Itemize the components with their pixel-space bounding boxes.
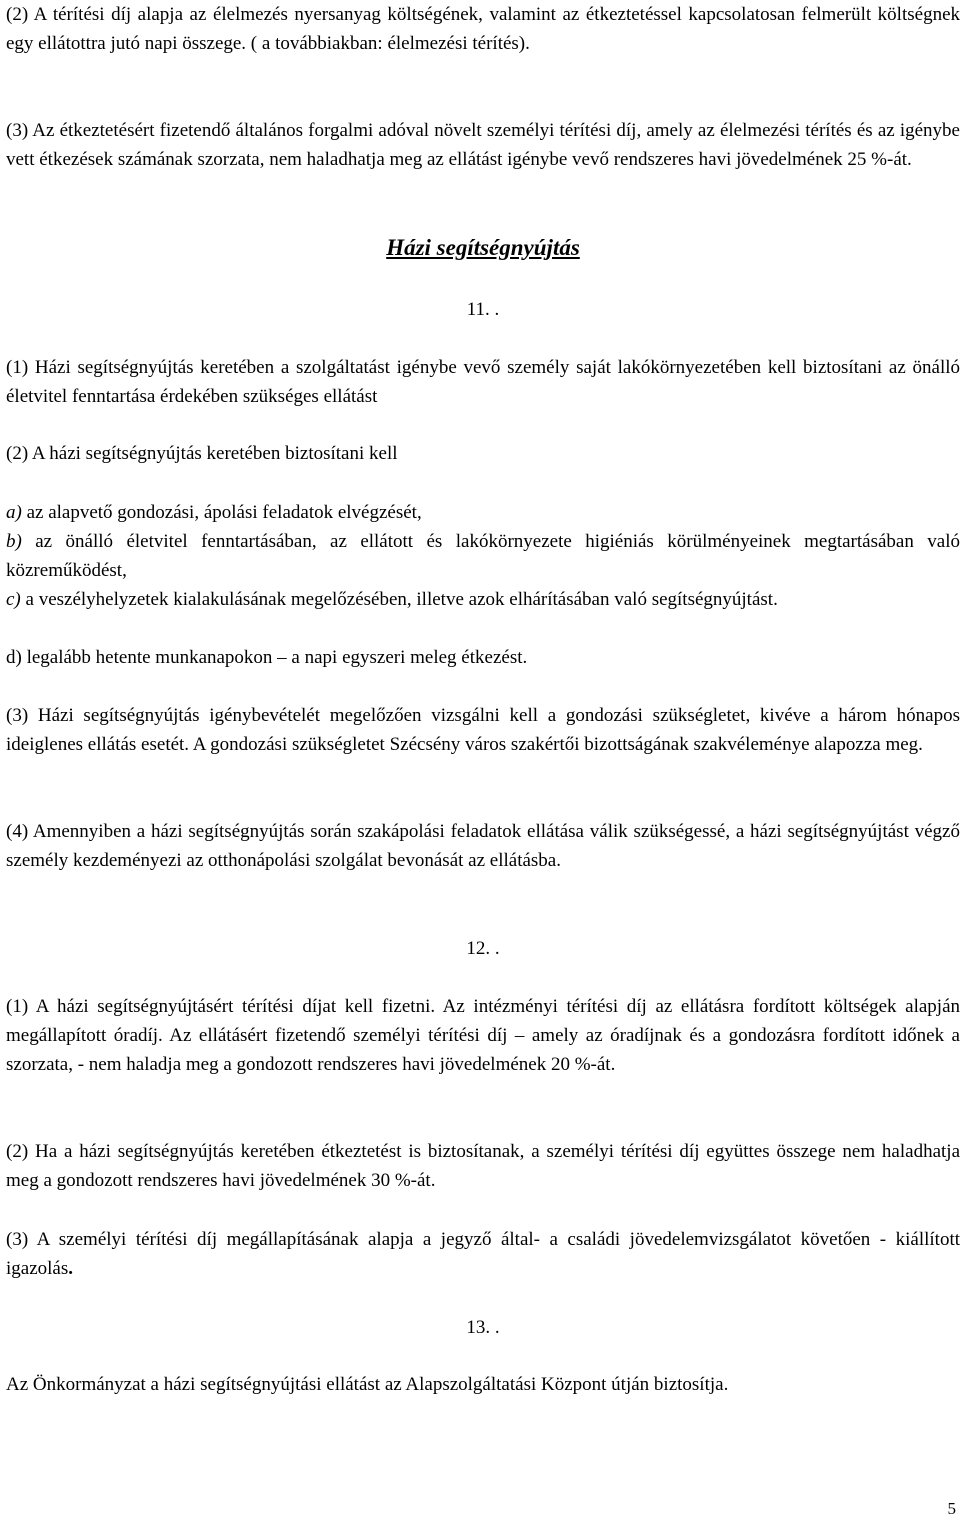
list-marker: a) xyxy=(6,502,22,523)
paragraph-11-1: (1) Házi segítségnyújtás keretében a szolgáltatást igénybe vevő személy saját lakókörnyezetében kell biztosítani az önálló életvitel fenntartása érdekében szükséges ellátást xyxy=(6,357,960,407)
list-item-a xyxy=(6,498,960,527)
paragraph-10-3: (3) Az étkeztetésért fizetendő általános forgalmi adóval növelt személyi térítési díj, amely az élelmezési térítés és az igénybe vett étkezések számának szorzata, nem haladhatja meg az ellátást igénybe vevő rendszeres havi jövedelmének 25 %-át. xyxy=(6,120,960,170)
list-text: az önálló életvitel fenntartásában, az ellátott és lakókörnyezete higiéniás körülményeinek megtartásában való közreműködést, xyxy=(6,531,960,581)
document-page xyxy=(6,0,960,1523)
list-text: az alapvető gondozási, ápolási feladatok elvégzését, xyxy=(21,502,422,523)
list-text: d) legalább hetente munkanapokon – a napi egyszeri meleg étkezést. xyxy=(6,647,528,668)
list-marker: c) xyxy=(6,589,21,610)
paragraph-12-3 xyxy=(6,1225,960,1283)
list-item-d xyxy=(6,643,960,672)
paragraph-12-1: (1) A házi segítségnyújtásért térítési díjat kell fizetni. Az intézményi térítési díj az ellátásra fordított költségek alapján megállapított óradíj. Az ellátásért fizetendő személyi térítési díj – amely az óradíjnak és a gondozásra fordított időnek a szorzata, - nem haladja meg a gondozott rendszeres havi jövedelmének 20 %-át. xyxy=(6,996,960,1075)
paragraph-11-4: (4) Amennyiben a házi segítségnyújtás során szakápolási feladatok ellátása válik szükségessé, a házi segítségnyújtást végző személy kezdeményezi az otthonápolási szolgálat bevonását az ellátásba. xyxy=(6,821,960,871)
paragraph-12-3-end: . xyxy=(68,1258,74,1279)
paragraph-10-2: (2) A térítési díj alapja az élelmezés nyersanyag költségének, valamint az étkeztetéssel kapcsolatosan felmerült költségnek egy ellátottra jutó napi összege. ( a továbbiakban: élelmezési térítés). xyxy=(6,4,960,54)
section-heading: Házi segítségnyújtás xyxy=(386,235,580,260)
list-marker: b) xyxy=(6,531,22,552)
page-number: 5 xyxy=(947,1499,956,1518)
list-item-b xyxy=(6,527,960,585)
paragraph-12-2: (2) Ha a házi segítségnyújtás keretében étkeztetést is biztosítanak, a személyi térítési díj együttes összege nem haladhatja meg a gondozott rendszeres havi jövedelmének 30 %-át. xyxy=(6,1141,960,1191)
paragraph-12-3-text: (3) A személyi térítési díj megállapításának alapja a jegyző által- a családi jövedelemvizsgálatot követően - kiállított igazolás xyxy=(6,1229,960,1279)
list-text: a veszélyhelyzetek kialakulásának megelőzésében, illetve azok elhárításában való segítségnyújtást. xyxy=(20,589,778,610)
section-number-13: 13. . xyxy=(466,1317,500,1338)
paragraph-11-2: (2) A házi segítségnyújtás keretében biztosítani kell xyxy=(6,443,398,464)
list-item-c xyxy=(6,585,960,614)
paragraph-11-3: (3) Házi segítségnyújtás igénybevételét megelőzően vizsgálni kell a gondozási szükségletet, kivéve a három hónapos ideiglenes ellátás esetét. A gondozási szükségletet Szécsény város szakértői bizottságának szakvéleménye alapozza meg. xyxy=(6,705,960,755)
paragraph-13-1: Az Önkormányzat a házi segítségnyújtási ellátást az Alapszolgáltatási Központ útján biztosítja. xyxy=(6,1374,729,1395)
section-number-11: 11. . xyxy=(466,299,500,320)
section-number-12: 12. . xyxy=(466,938,500,959)
